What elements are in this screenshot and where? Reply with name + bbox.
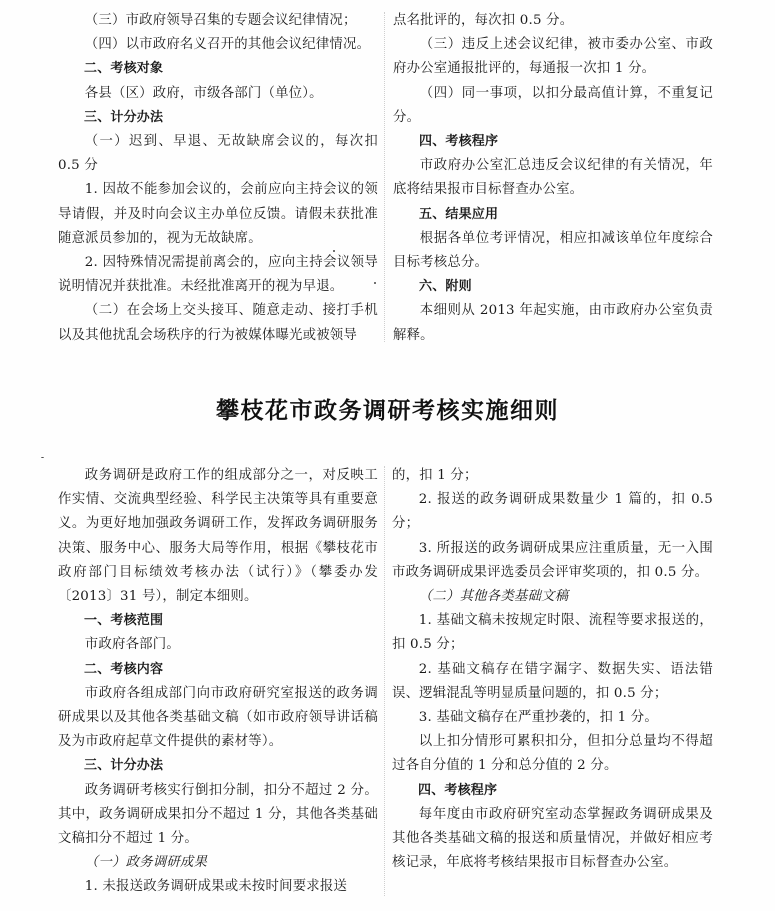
section-heading: 二、考核内容 (84, 661, 164, 677)
paragraph: （三）市政府领导召集的专题会议纪律情况； (84, 13, 357, 28)
paragraph: 根据各单位考评情况，相应扣减该单位年度综合目标考核总分。 (393, 230, 713, 271)
section-heading: 六、附则 (419, 279, 472, 295)
paragraph: 点名批评的，每次扣 0.5 分。 (393, 13, 574, 28)
paragraph: 1. 未报送政务调研成果或未按时间要求报送 (84, 879, 348, 895)
paragraph: 1. 因故不能参加会议的，会前应向主持会议的领导请假，并及时向会议主办单位反馈。请假未获批准随意派员参加的，视为无故缺席。 (58, 182, 378, 246)
paragraph: 2. 基础文稿存在错字漏字、数据失实、语法错误、逻辑混乱等明显质量问题的，扣 0.5 分； (392, 661, 713, 701)
paragraph: 市政府各组成部门向市政府研究室报送的政务调研成果以及其他各类基础文稿（如市政府领导讲话稿及为市政府起草文件提供的素材等）。 (58, 685, 378, 750)
section-heading: 五、结果应用 (419, 206, 499, 222)
paragraph: 的，扣 1 分； (392, 468, 478, 483)
section-heading: 一、考核范围 (84, 613, 164, 629)
paragraph: 2. 因特殊情况需提前离会的，应向主持会议领导说明情况并获批准。未经批准离开的视为早退。 (58, 255, 378, 295)
paragraph: （四）同一事项，以扣分最高值计算，不重复记分。 (393, 85, 713, 125)
column-divider-bottom (384, 466, 385, 896)
paragraph: 以上扣分情形可累积扣分，但扣分总量均不得超过各自分值的 1 分和总分值的 2 分。 (392, 734, 713, 774)
paragraph: 3. 基础文稿存在严重抄袭的，扣 1 分。 (418, 710, 658, 726)
section-heading: 二、考核对象 (84, 61, 164, 77)
subsection-heading: （二）其他各类基础文稿 (418, 589, 569, 605)
section-heading: 四、考核程序 (418, 782, 498, 798)
paragraph: 市政府各部门。 (84, 637, 180, 653)
bottom-right-column (392, 464, 713, 875)
scan-speck (374, 282, 376, 284)
top-right-column (393, 9, 713, 348)
section-heading: 四、考核程序 (419, 134, 499, 150)
paragraph: 各县（区）政府，市级各部门（单位）。 (84, 85, 323, 101)
paragraph: 1. 基础文稿未按规定时限、流程等要求报送的，扣 0.5 分； (392, 613, 713, 653)
paragraph: 每年度由市政府研究室动态掌握政务调研成果及其他各类基础文稿的报送和质量情况，并做好相应考核记录，年底将考核结果报市目标督查办公室。 (392, 806, 713, 871)
paragraph: （一）迟到、早退、无故缺席会议的，每次扣 0.5 分 (58, 134, 378, 174)
paragraph: （四）以市政府名义召开的其他会议纪律情况。 (84, 37, 371, 53)
section-heading: 三、计分办法 (84, 758, 164, 774)
paragraph: 3. 所报送的政务调研成果应注重质量，无一入围市政务调研成果评选委员会评审奖项的，扣 0.5 分。 (392, 540, 713, 580)
bottom-left-column (58, 464, 378, 900)
paragraph: （二）在会场上交头接耳、随意走动、接打手机以及其他扰乱会场秩序的行为被媒体曝光或被领导 (58, 303, 378, 343)
article-title: 攀枝花市政务调研考核实施细则 (216, 398, 559, 424)
paragraph: 市政府办公室汇总违反会议纪律的有关情况，年底将结果报市目标督查办公室。 (393, 158, 713, 198)
paragraph: 本细则从 2013 年起实施，由市政府办公室负责解释。 (393, 303, 713, 343)
subsection-heading: （一）政务调研成果 (84, 855, 208, 871)
paragraph: 政务调研是政府工作的组成部分之一，对反映工作实情、交流典型经验、科学民主决策等具有重要意义。为更好地加强政务调研工作，发挥政务调研服务决策、服务中心、服务大局等作用，根据《攀枝花市政府部门目标绩效考核办法（试行）》（攀委办发〔2013〕31 号），制定本细则。 (58, 468, 378, 605)
paragraph: （三）违反上述会议纪律，被市委办公室、市政府办公室通报批评的，每通报一次扣 1 分。 (393, 37, 713, 77)
top-left-column (58, 9, 378, 348)
section-heading: 三、计分办法 (84, 109, 164, 125)
scan-speck (333, 250, 335, 252)
paragraph: 2. 报送的政务调研成果数量少 1 篇的，扣 0.5 分； (392, 492, 713, 532)
paragraph: 政务调研考核实行倒扣分制，扣分不超过 2 分。其中，政务调研成果扣分不超过 1 分，其他各类基础文稿扣分不超过 1 分。 (58, 782, 378, 847)
column-divider-top (384, 12, 385, 342)
scan-speck (41, 457, 44, 458)
